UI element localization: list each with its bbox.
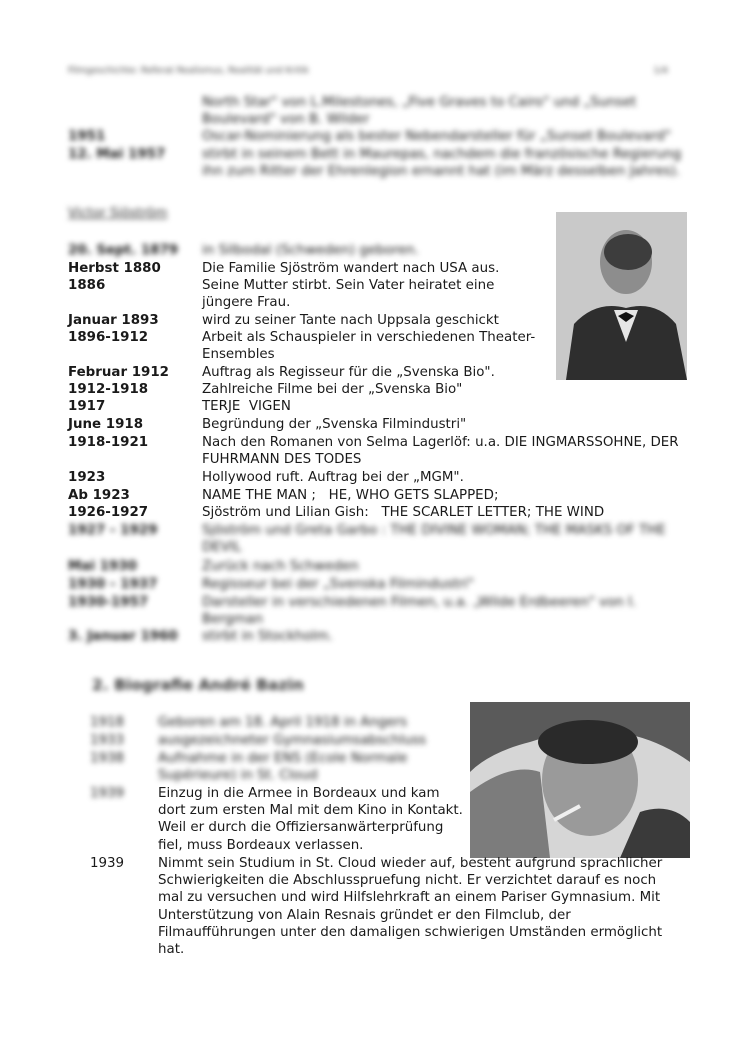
entry-text: stirbt in seinem Bett in Maurepas, nachdem die französische Regierung ihn zum Ritter der Ehrenlegion ernannt hat (im März desselben Jahres).: [202, 147, 682, 180]
entry-date: 1896-1912: [68, 330, 149, 345]
entry-date: 1912-1918: [68, 382, 149, 397]
entry-date: 1927 - 1929: [68, 523, 158, 538]
bazin-portrait-photo: [470, 702, 690, 858]
entry-date: 1926-1927: [68, 505, 149, 520]
running-head-right: 1/4: [653, 66, 668, 76]
entry-text: Regisseur bei der „Svenska Filmindustri": [202, 577, 474, 592]
portrait-icon: [556, 212, 687, 380]
section-title-bazin: 2. Biografie André Bazin: [92, 676, 304, 694]
entry-text: ausgezeichneter Gymnasiumsabschluss: [158, 733, 427, 748]
entry-text: Die Familie Sjöström wandert nach USA aus.: [202, 261, 500, 276]
entry-text: Seine Mutter stirbt. Sein Vater heiratet eine jüngere Frau.: [202, 278, 495, 311]
entry-date: June 1918: [68, 417, 144, 432]
entry-date: Januar 1893: [68, 313, 159, 328]
entry-text: Arbeit als Schauspieler in verschiedenen Theater-Ensembles: [202, 330, 536, 363]
entry-text: Zurück nach Schweden: [202, 559, 359, 574]
entry-text: Zahlreiche Filme bei der „Svenska Bio": [202, 382, 463, 397]
entry-text: North Star" von L.Milestones, „Five Graves to Cairo" und „Sunset Boulevard" von B. Wilder: [202, 95, 637, 128]
sjostrom-portrait-photo: [556, 212, 687, 380]
entry-text: Oscar-Nominierung als bester Nebendarsteller für „Sunset Boulevard": [202, 129, 671, 144]
section-title-sjostrom: Victor Sjöström: [68, 206, 168, 221]
entry-date: 20. Sept. 1879: [68, 243, 179, 258]
entry-text: Darsteller in verschiedenen Filmen, u.a. „Wilde Erdbeeren" von I. Bergman: [202, 595, 637, 628]
entry-text: Aufnahme in der ENS (Ecole Normale Supérieure) in St. Cloud: [158, 751, 408, 784]
entry-date: 1933: [90, 733, 125, 748]
entry-date: 1930-1957: [68, 595, 149, 610]
entry-date: 3. Januar 1960: [68, 629, 178, 644]
entry-text: wird zu seiner Tante nach Uppsala geschickt: [202, 313, 499, 328]
entry-text: Auftrag als Regisseur für die „Svenska Bio".: [202, 365, 495, 380]
entry-text: Nimmt sein Studium in St. Cloud wieder auf, besteht aufgrund sprachlicher Schwierigkeiten die Abschlusspruefung nicht. Er verzichtet darauf es noch mal zu versuchen und wird Hilfslehrkraft an einem Pariser Gymnasium. Mit Unterstützung von Alain Resnais gründet er den Filmclub, der Filmaufführungen unter den damaligen schwierigen Umständen ermöglicht hat.: [158, 856, 663, 958]
entry-text: Sjöström und Greta Garbo : THE DIVINE WOMAN; THE MASKS OF THE DEVIL: [202, 523, 666, 556]
entry-date: 1951: [68, 129, 106, 144]
entry-text: Geboren am 18. April 1918 in Angers: [158, 715, 408, 730]
entry-text: Sjöström und Lilian Gish: THE SCARLET LETTER; THE WIND: [202, 505, 605, 520]
entry-date: 1939: [90, 856, 125, 871]
portrait-icon: [470, 702, 690, 858]
entry-text: in Silbodal (Schweden) geboren.: [202, 243, 419, 258]
entry-date: 1939: [90, 786, 125, 801]
entry-text: NAME THE MAN ; HE, WHO GETS SLAPPED;: [202, 488, 499, 503]
entry-text: TERJE VIGEN: [202, 399, 291, 414]
entry-text: Hollywood ruft. Auftrag bei der „MGM".: [202, 470, 464, 485]
entry-text: Begründung der „Svenska Filmindustri": [202, 417, 467, 432]
entry-date: 1918: [90, 715, 125, 730]
entry-date: 1930 - 1937: [68, 577, 158, 592]
entry-date: 1918-1921: [68, 435, 149, 450]
entry-date: 1917: [68, 399, 106, 414]
entry-date: 1938: [90, 751, 125, 766]
running-head-left: Filmgeschichte: Referat Realismus, Realität und Kritik: [68, 66, 309, 76]
entry-date: Herbst 1880: [68, 261, 161, 276]
entry-date: Februar 1912: [68, 365, 169, 380]
entry-date: 1886: [68, 278, 106, 293]
entry-date: Mai 1930: [68, 559, 137, 574]
entry-date: 1923: [68, 470, 106, 485]
entry-text: Einzug in die Armee in Bordeaux und kam dort zum ersten Mal mit dem Kino in Kontakt. Weil er durch die Offiziersanwärterprüfung fiel, muss Bordeaux verlassen.: [158, 786, 463, 853]
entry-text: stirbt in Stockholm.: [202, 629, 333, 644]
entry-date: 12. Mai 1957: [68, 147, 166, 162]
entry-text: Nach den Romanen von Selma Lagerlöf: u.a. DIE INGMARSSOHNE, DER FUHRMANN DES TODES: [202, 435, 679, 468]
running-head: [68, 66, 668, 76]
entry-date: Ab 1923: [68, 488, 130, 503]
